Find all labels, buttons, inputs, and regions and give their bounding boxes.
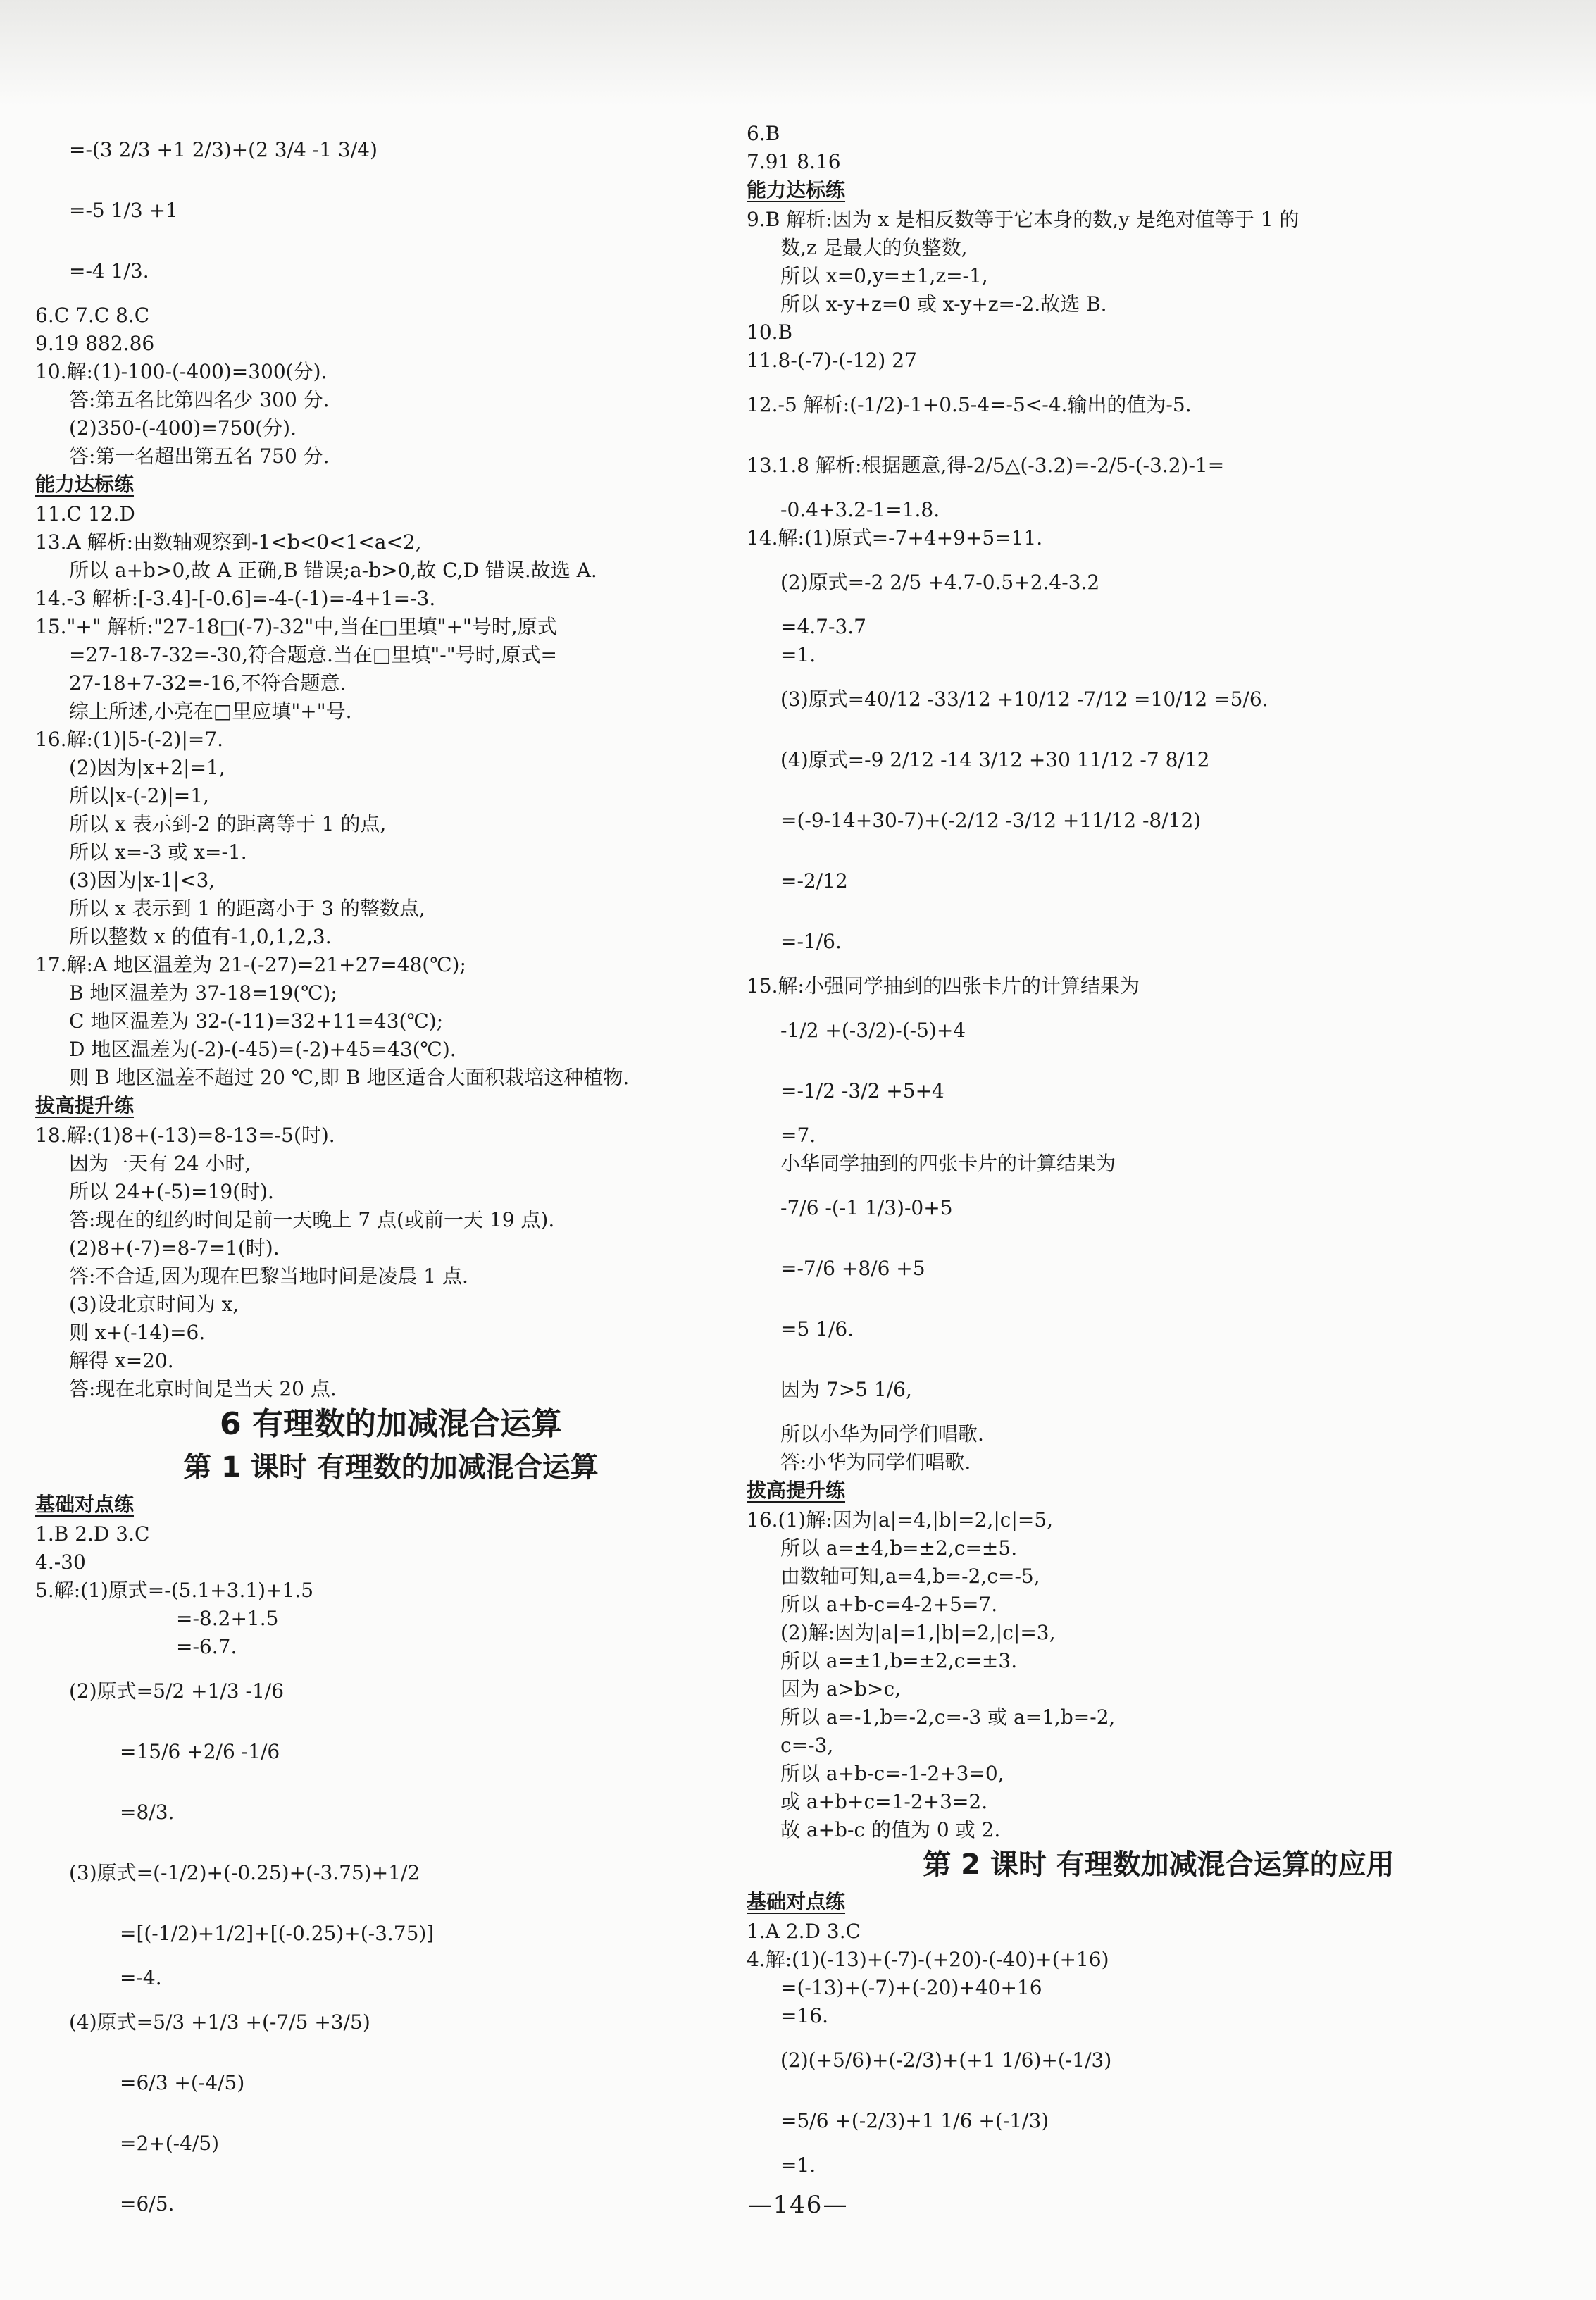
- left-line: 则 B 地区温差不超过 20 ℃,即 B 地区适合大面积栽培这种植物.: [69, 1066, 630, 1089]
- right-line: 所以 a=-1,b=-2,c=-3 或 a=1,b=-2,: [780, 1705, 1116, 1729]
- section-heading: 拔高提升练: [35, 1094, 135, 1117]
- left-line: =-8.2+1.5: [176, 1607, 279, 1630]
- left-line: 6.C 7.C 8.C: [35, 304, 150, 327]
- lesson-title: 第 1 课时 有理数的加减混合运算: [183, 1451, 599, 1484]
- left-line: 11.C 12.D: [35, 502, 135, 526]
- left-line: =6/3 +(-4/5): [120, 2071, 245, 2094]
- right-line: 7.91 8.16: [747, 150, 841, 173]
- left-line: 13.A 解析:由数轴观察到-1<b<0<1<a<2,: [35, 530, 422, 554]
- left-line: 答:现在北京时间是当天 20 点.: [69, 1377, 337, 1400]
- right-line: 11.8-(-7)-(-12) 27: [747, 349, 917, 372]
- left-line: 5.解:(1)原式=-(5.1+3.1)+1.5: [35, 1579, 314, 1602]
- chapter-title: 6 有理数的加减混合运算: [220, 1406, 562, 1442]
- right-line: =4.7-3.7: [780, 615, 866, 638]
- section-heading: 拔高提升练: [747, 1479, 846, 1502]
- right-line: 所以 a=±1,b=±2,c=±3.: [780, 1649, 1018, 1672]
- section-heading: 基础对点练: [747, 1890, 846, 1913]
- right-line: =(-13)+(-7)+(-20)+40+16: [780, 1976, 1042, 1999]
- right-line: 16.(1)解:因为|a|=4,|b|=2,|c|=5,: [747, 1508, 1054, 1531]
- lesson-title: 第 2 课时 有理数加减混合运算的应用: [923, 1848, 1395, 1881]
- left-line: 9.19 882.86: [35, 332, 155, 355]
- left-line: 16.解:(1)|5-(-2)|=7.: [35, 728, 224, 751]
- left-line: B 地区温差为 37-18=19(℃);: [69, 981, 337, 1005]
- right-line: 1.A 2.D 3.C: [747, 1920, 861, 1943]
- left-line: 所以 x 表示到-2 的距离等于 1 的点,: [69, 812, 387, 835]
- right-line: 数,z 是最大的负整数,: [780, 236, 968, 259]
- right-line: 或 a+b+c=1-2+3=2.: [780, 1790, 988, 1813]
- left-line: 答:第五名比第四名少 300 分.: [69, 388, 330, 411]
- right-line: =1.: [780, 2153, 816, 2177]
- left-line: (3)因为|x-1|<3,: [69, 869, 216, 892]
- right-line: 因为 7>5 1/6,: [780, 1378, 912, 1401]
- right-line: =1.: [780, 643, 816, 666]
- right-line: 4.解:(1)(-13)+(-7)-(+20)-(-40)+(+16): [747, 1948, 1109, 1971]
- left-line: 1.B 2.D 3.C: [35, 1522, 150, 1546]
- left-line: D 地区温差为(-2)-(-45)=(-2)+45=43(℃).: [69, 1038, 456, 1061]
- right-line: 所以小华为同学们唱歌.: [780, 1422, 984, 1446]
- left-line: =6/5.: [120, 2192, 175, 2215]
- left-line: 所以 x 表示到 1 的距离小于 3 的整数点,: [69, 897, 425, 920]
- left-line: =-4.: [120, 1966, 162, 1989]
- left-column: [35, 120, 747, 2234]
- left-line: 所以 a+b>0,故 A 正确,B 错误;a-b>0,故 C,D 错误.故选 A.: [69, 559, 597, 582]
- left-line: (2)原式=5/2 +1/3 -1/6: [69, 1679, 285, 1703]
- right-line: 14.解:(1)原式=-7+4+9+5=11.: [747, 526, 1043, 549]
- left-line: 综上所述,小亮在□里应填"+"号.: [69, 700, 352, 723]
- left-line: 27-18+7-32=-16,不符合题意.: [69, 671, 347, 695]
- left-line: =27-18-7-32=-30,符合题意.当在□里填"-"号时,原式=: [69, 643, 557, 666]
- page-number: —146—: [747, 2191, 849, 2219]
- left-line: 答:不合适,因为现在巴黎当地时间是凌晨 1 点.: [69, 1264, 468, 1288]
- left-line: 则 x+(-14)=6.: [69, 1321, 206, 1344]
- left-line: 14.-3 解析:[-3.4]-[-0.6]=-4-(-1)=-4+1=-3.: [35, 587, 436, 610]
- left-line: C 地区温差为 32-(-11)=32+11=43(℃);: [69, 1009, 444, 1033]
- left-line: 10.解:(1)-100-(-400)=300(分).: [35, 360, 328, 383]
- right-line: 所以 x-y+z=0 或 x-y+z=-2.故选 B.: [780, 292, 1107, 316]
- left-line: =[(-1/2)+1/2]+[(-0.25)+(-3.75)]: [120, 1922, 435, 1945]
- right-line: 小华同学抽到的四张卡片的计算结果为: [780, 1152, 1116, 1175]
- left-line: 解得 x=20.: [69, 1349, 174, 1372]
- left-line: 答:现在的纽约时间是前一天晚上 7 点(或前一天 19 点).: [69, 1208, 555, 1231]
- right-line: =5 1/6.: [780, 1317, 854, 1341]
- right-line: =-2/12: [780, 869, 848, 893]
- left-line: 因为一天有 24 小时,: [69, 1152, 251, 1175]
- left-line: 15."+" 解析:"27-18□(-7)-32"中,当在□里填"+"号时,原式: [35, 615, 557, 638]
- left-line: (2)8+(-7)=8-7=1(时).: [69, 1236, 280, 1260]
- left-line: 18.解:(1)8+(-13)=8-13=-5(时).: [35, 1124, 335, 1147]
- right-line: (2)(+5/6)+(-2/3)+(+1 1/6)+(-1/3): [780, 2049, 1112, 2072]
- left-line: =2+(-4/5): [120, 2132, 220, 2155]
- right-line: -7/6 -(-1 1/3)-0+5: [780, 1196, 953, 1219]
- right-line: 所以 x=0,y=±1,z=-1,: [780, 264, 988, 287]
- right-line: 10.B: [747, 321, 793, 344]
- right-line: 9.B 解析:因为 x 是相反数等于它本身的数,y 是绝对值等于 1 的: [747, 208, 1299, 231]
- right-line: =(-9-14+30-7)+(-2/12 -3/12 +11/12 -8/12): [780, 809, 1202, 832]
- right-column: [747, 120, 1571, 2180]
- right-line: 故 a+b-c 的值为 0 或 2.: [780, 1818, 1001, 1841]
- right-line: 12.-5 解析:(-1/2)-1+0.5-4=-5<-4.输出的值为-5.: [747, 393, 1192, 416]
- left-line: 所以|x-(-2)|=1,: [69, 784, 209, 807]
- right-line: =-1/2 -3/2 +5+4: [780, 1079, 944, 1102]
- right-line: 由数轴可知,a=4,b=-2,c=-5,: [780, 1565, 1040, 1588]
- left-line: 答:第一名超出第五名 750 分.: [69, 445, 330, 468]
- left-line: (3)原式=(-1/2)+(-0.25)+(-3.75)+1/2: [69, 1861, 420, 1884]
- left-line: (3)设北京时间为 x,: [69, 1293, 239, 1316]
- left-line: =-6.7.: [176, 1635, 237, 1658]
- right-line: 15.解:小强同学抽到的四张卡片的计算结果为: [747, 974, 1140, 997]
- left-line: =15/6 +2/6 -1/6: [120, 1740, 280, 1763]
- right-line: 所以 a+b-c=4-2+5=7.: [780, 1593, 998, 1616]
- right-line: 6.B: [747, 122, 780, 145]
- left-line: 所以 24+(-5)=19(时).: [69, 1180, 274, 1203]
- right-line: (3)原式=40/12 -33/12 +10/12 -7/12 =10/12 =5/6.: [780, 688, 1268, 711]
- left-line: =-5 1/3 +1: [69, 199, 178, 222]
- section-heading: 能力达标练: [35, 473, 135, 496]
- left-line: 17.解:A 地区温差为 21-(-27)=21+27=48(℃);: [35, 953, 466, 976]
- right-line: =16.: [780, 2004, 828, 2027]
- right-line: =-1/6.: [780, 930, 842, 953]
- right-line: (2)原式=-2 2/5 +4.7-0.5+2.4-3.2: [780, 571, 1100, 594]
- right-line: 所以 a=±4,b=±2,c=±5.: [780, 1536, 1018, 1560]
- section-heading: 能力达标练: [747, 178, 846, 201]
- right-line: =5/6 +(-2/3)+1 1/6 +(-1/3): [780, 2109, 1049, 2132]
- left-line: =-4 1/3.: [69, 259, 149, 282]
- left-line: (2)因为|x+2|=1,: [69, 756, 225, 779]
- left-line: 4.-30: [35, 1550, 86, 1574]
- left-line: 所以 x=-3 或 x=-1.: [69, 840, 247, 864]
- right-line: (4)原式=-9 2/12 -14 3/12 +30 11/12 -7 8/12: [780, 748, 1210, 771]
- right-line: 答:小华为同学们唱歌.: [780, 1450, 971, 1474]
- section-heading: 基础对点练: [35, 1493, 135, 1516]
- right-line: (2)解:因为|a|=1,|b|=2,|c|=3,: [780, 1621, 1056, 1644]
- right-line: 13.1.8 解析:根据题意,得-2/5△(-3.2)=-2/5-(-3.2)-1=: [747, 454, 1225, 477]
- scan-shadow: [0, 0, 1596, 106]
- right-line: -0.4+3.2-1=1.8.: [780, 498, 940, 521]
- right-line: 因为 a>b>c,: [780, 1677, 902, 1701]
- left-line: 所以整数 x 的值有-1,0,1,2,3.: [69, 925, 332, 948]
- left-line: (4)原式=5/3 +1/3 +(-7/5 +3/5): [69, 2010, 370, 2034]
- left-line: (2)350-(-400)=750(分).: [69, 416, 297, 440]
- right-line: c=-3,: [780, 1734, 834, 1757]
- right-line: =7.: [780, 1124, 816, 1147]
- right-line: =-7/6 +8/6 +5: [780, 1257, 925, 1280]
- right-line: 所以 a+b-c=-1-2+3=0,: [780, 1762, 1004, 1785]
- left-line: =8/3.: [120, 1801, 175, 1824]
- left-line: =-(3 2/3 +1 2/3)+(2 3/4 -1 3/4): [69, 138, 378, 161]
- right-line: -1/2 +(-3/2)-(-5)+4: [780, 1019, 966, 1042]
